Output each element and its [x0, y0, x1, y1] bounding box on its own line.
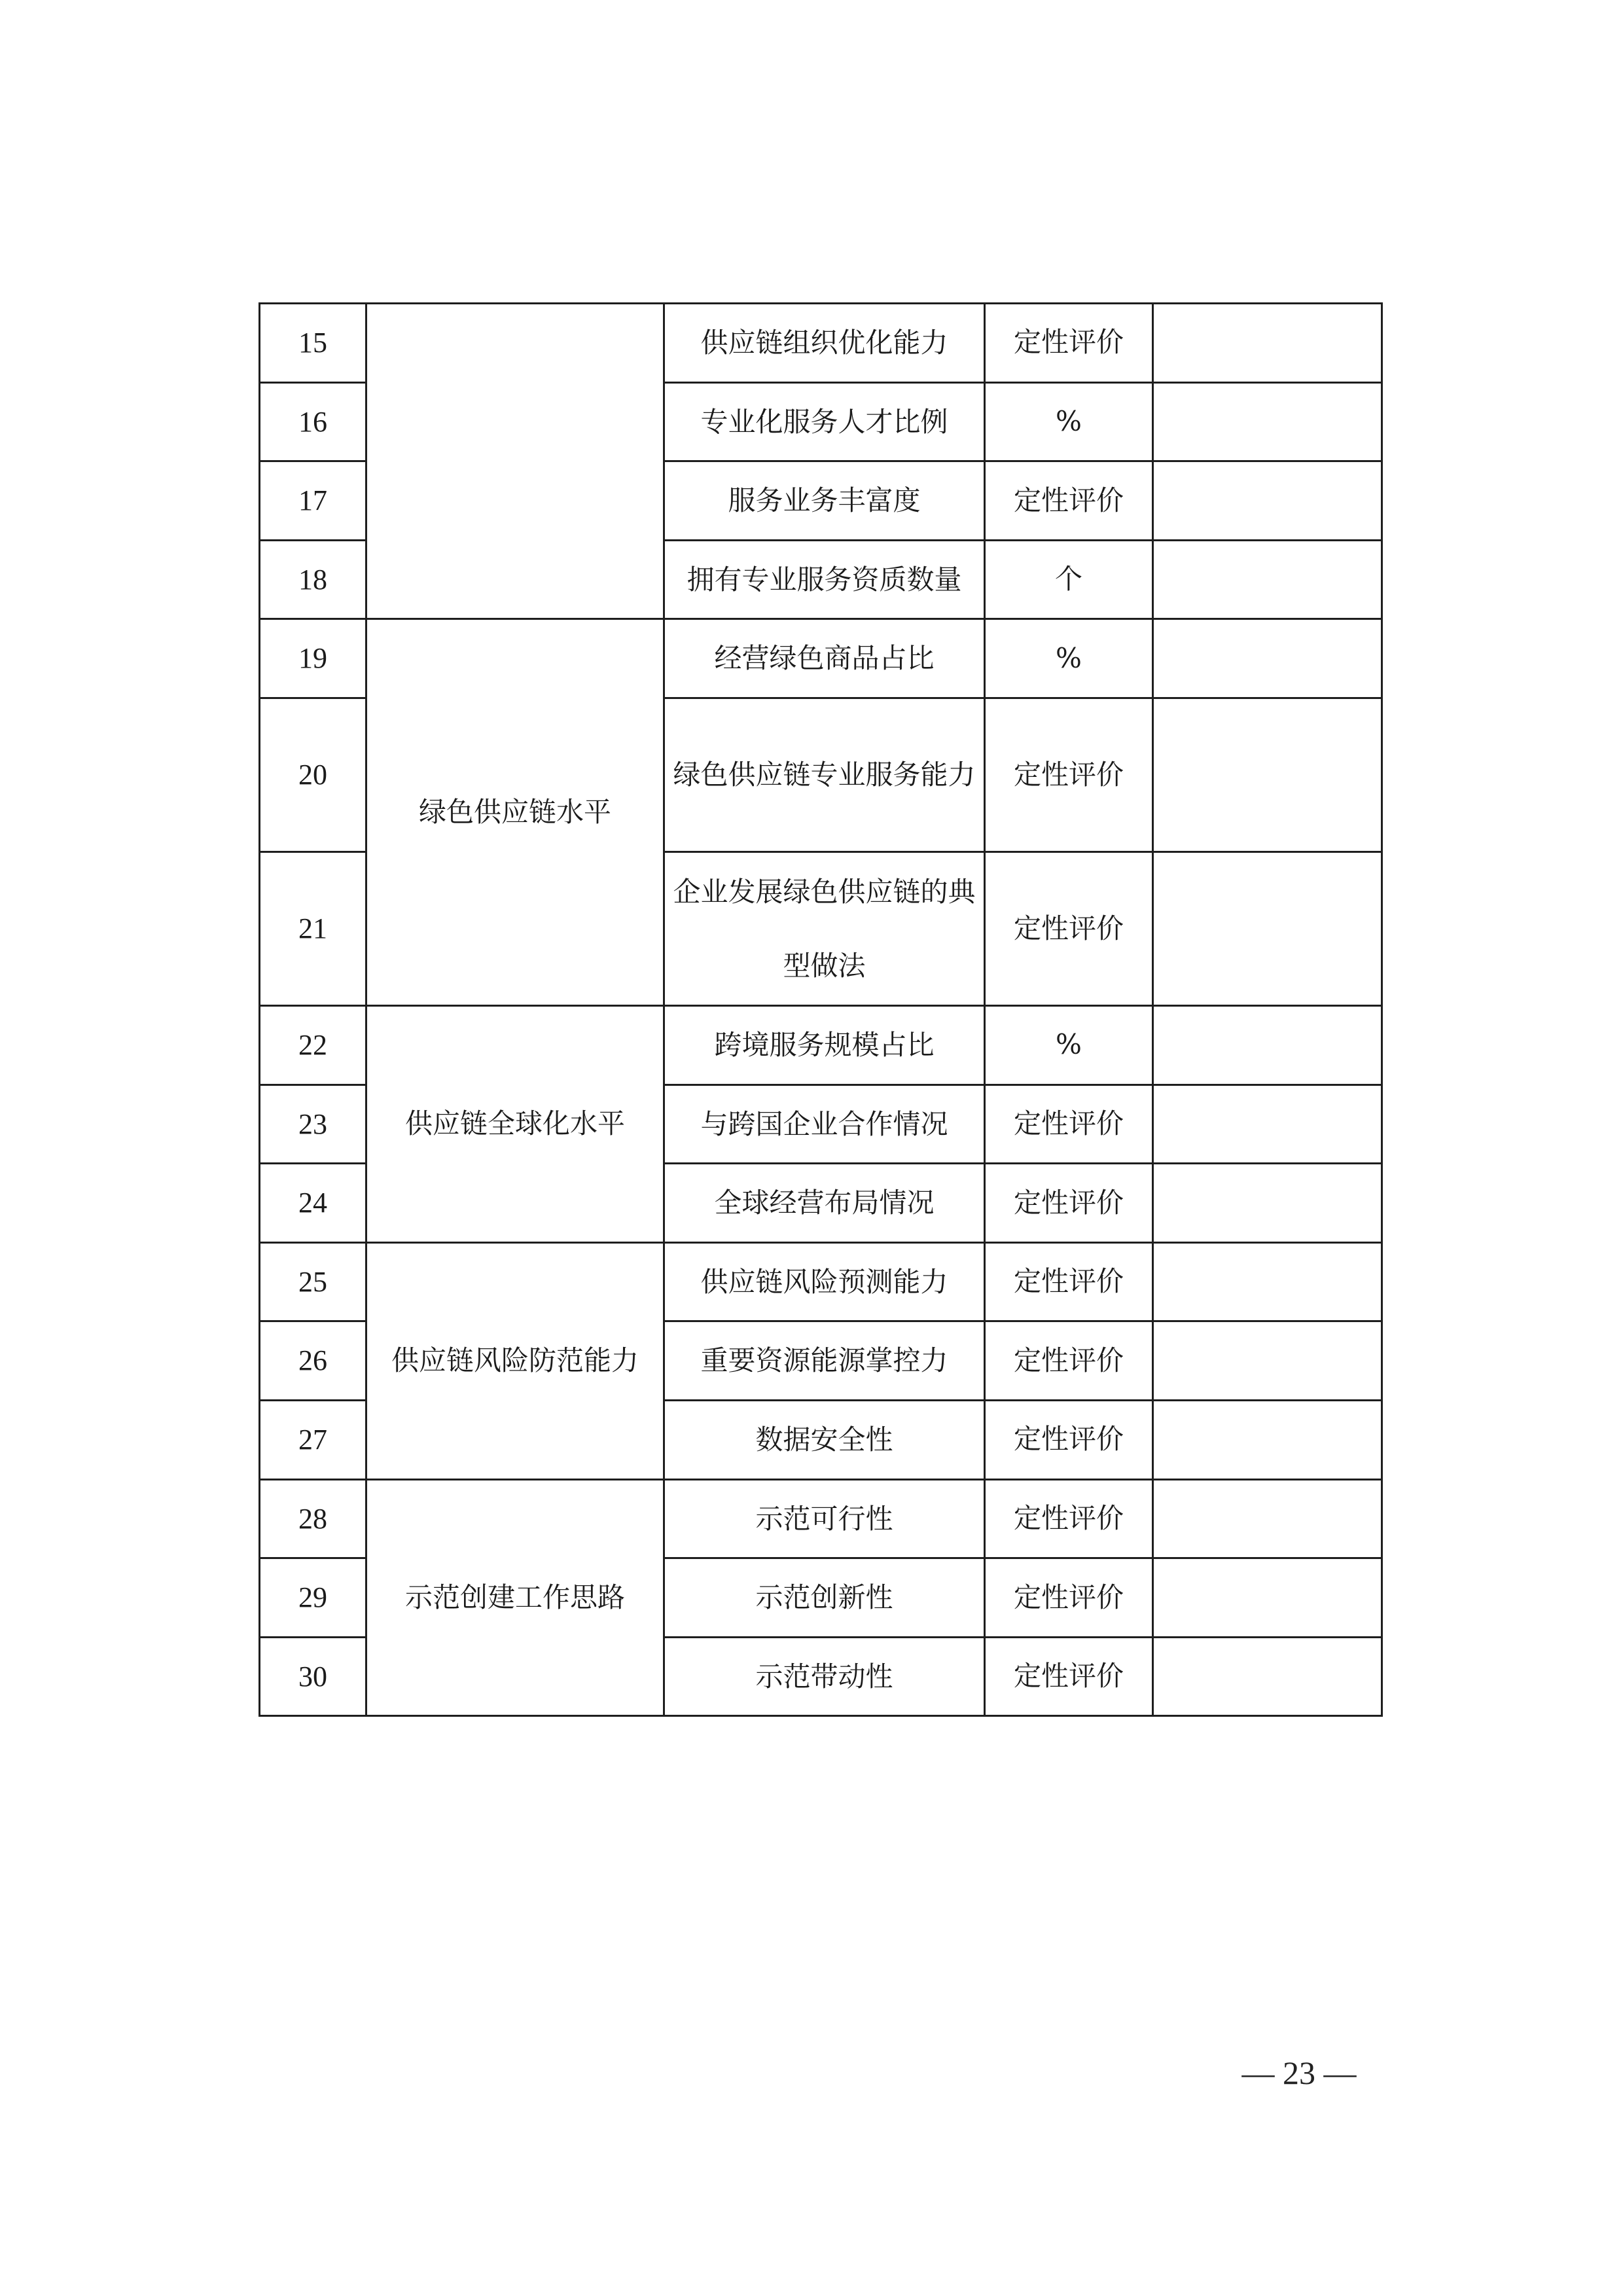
blank-cell	[1153, 461, 1382, 541]
blank-cell	[1153, 1558, 1382, 1638]
unit-cell: %	[985, 382, 1153, 461]
blank-cell	[1153, 1164, 1382, 1243]
blank-cell	[1153, 698, 1382, 852]
unit-cell: %	[985, 619, 1153, 698]
indicator-cell: 供应链组织优化能力	[664, 304, 985, 383]
row-number: 15	[260, 304, 366, 383]
table-row	[260, 619, 1382, 698]
category-cell-empty	[366, 304, 664, 619]
unit-cell: 定性评价	[985, 461, 1153, 541]
blank-cell	[1153, 1085, 1382, 1164]
indicator-cell: 全球经营布局情况	[664, 1164, 985, 1243]
unit-cell: 定性评价	[985, 698, 1153, 852]
unit-cell: 定性评价	[985, 1637, 1153, 1716]
blank-cell	[1153, 1479, 1382, 1558]
row-number: 19	[260, 619, 366, 698]
category-cell: 供应链风险防范能力	[366, 1242, 664, 1479]
unit-cell: 定性评价	[985, 1558, 1153, 1638]
row-number: 27	[260, 1400, 366, 1479]
indicator-cell: 服务业务丰富度	[664, 461, 985, 541]
row-number: 16	[260, 382, 366, 461]
unit-cell: 定性评价	[985, 852, 1153, 1005]
row-number: 26	[260, 1321, 366, 1401]
indicator-cell: 数据安全性	[664, 1400, 985, 1479]
table-row	[260, 1242, 1382, 1321]
row-number: 18	[260, 540, 366, 619]
indicator-cell: 专业化服务人才比例	[664, 382, 985, 461]
blank-cell	[1153, 304, 1382, 383]
blank-cell	[1153, 619, 1382, 698]
indicator-cell: 企业发展绿色供应链的典型做法	[664, 852, 985, 1005]
indicator-cell: 经营绿色商品占比	[664, 619, 985, 698]
indicator-cell: 示范带动性	[664, 1637, 985, 1716]
unit-cell: 定性评价	[985, 1321, 1153, 1401]
indicator-cell: 示范创新性	[664, 1558, 985, 1638]
blank-cell	[1153, 540, 1382, 619]
unit-cell: 定性评价	[985, 1400, 1153, 1479]
indicator-table	[259, 302, 1383, 1717]
row-number: 23	[260, 1085, 366, 1164]
unit-cell: 定性评价	[985, 1242, 1153, 1321]
blank-cell	[1153, 1242, 1382, 1321]
table-row	[260, 1005, 1382, 1085]
table-row	[260, 304, 1382, 383]
blank-cell	[1153, 1005, 1382, 1085]
row-number: 21	[260, 852, 366, 1005]
unit-cell: %	[985, 1005, 1153, 1085]
row-number: 28	[260, 1479, 366, 1558]
indicator-cell: 拥有专业服务资质数量	[664, 540, 985, 619]
table-row	[260, 1479, 1382, 1558]
indicator-cell: 重要资源能源掌控力	[664, 1321, 985, 1401]
indicator-cell: 绿色供应链专业服务能力	[664, 698, 985, 852]
category-cell: 绿色供应链水平	[366, 619, 664, 1006]
unit-cell: 定性评价	[985, 304, 1153, 383]
category-cell: 示范创建工作思路	[366, 1479, 664, 1716]
page-number: — 23 —	[1241, 2054, 1357, 2091]
blank-cell	[1153, 382, 1382, 461]
unit-cell: 定性评价	[985, 1085, 1153, 1164]
blank-cell	[1153, 1321, 1382, 1401]
blank-cell	[1153, 1637, 1382, 1716]
unit-cell: 定性评价	[985, 1164, 1153, 1243]
blank-cell	[1153, 852, 1382, 1005]
row-number: 20	[260, 698, 366, 852]
indicator-cell: 与跨国企业合作情况	[664, 1085, 985, 1164]
row-number: 25	[260, 1242, 366, 1321]
indicator-cell: 跨境服务规模占比	[664, 1005, 985, 1085]
row-number: 30	[260, 1637, 366, 1716]
indicator-cell: 示范可行性	[664, 1479, 985, 1558]
row-number: 17	[260, 461, 366, 541]
unit-cell: 定性评价	[985, 1479, 1153, 1558]
row-number: 22	[260, 1005, 366, 1085]
row-number: 24	[260, 1164, 366, 1243]
unit-cell: 个	[985, 540, 1153, 619]
category-cell: 供应链全球化水平	[366, 1005, 664, 1242]
row-number: 29	[260, 1558, 366, 1638]
blank-cell	[1153, 1400, 1382, 1479]
indicator-cell: 供应链风险预测能力	[664, 1242, 985, 1321]
